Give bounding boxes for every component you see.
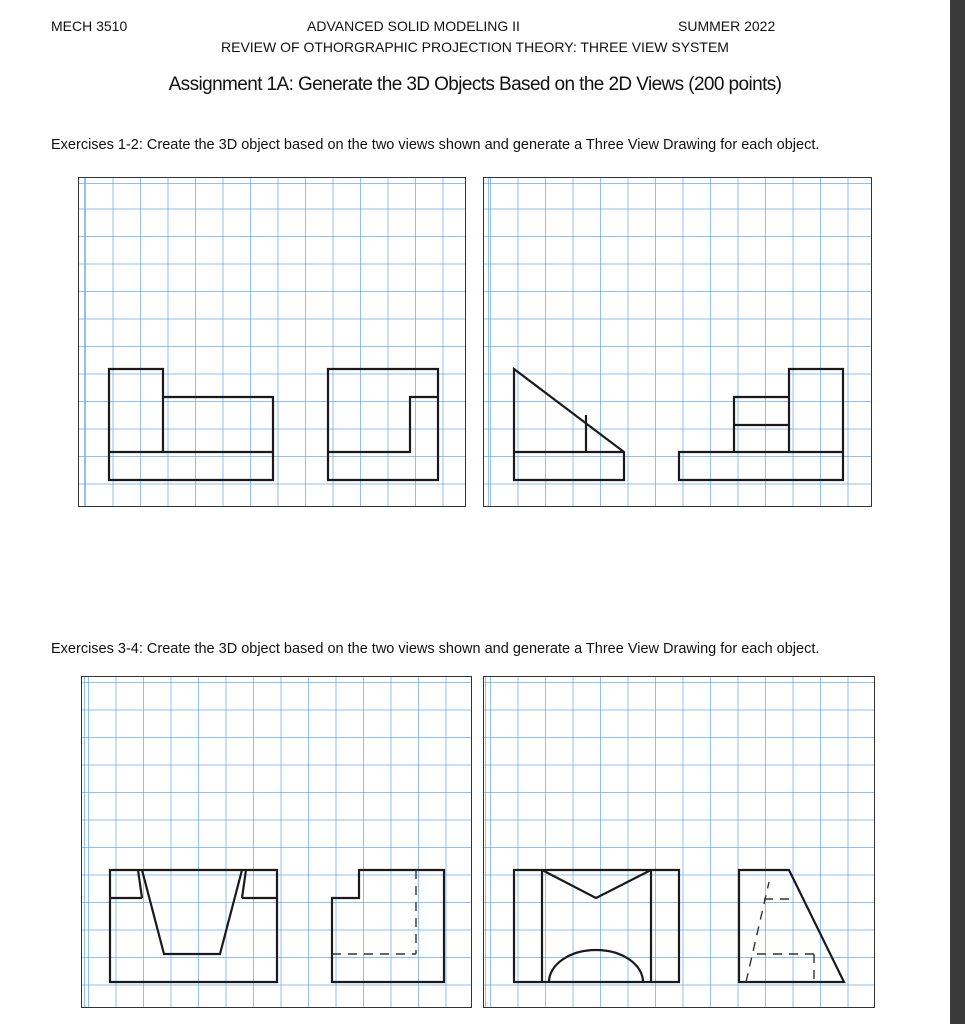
term: SUMMER 2022 — [678, 18, 776, 34]
document-subtitle: REVIEW OF OTHORGRAPHIC PROJECTION THEORY: THREE VIEW SYSTEM — [221, 39, 729, 55]
exercise-1-side-view — [328, 369, 438, 480]
exercises-3-4-instructions: Exercises 3-4: Create the 3D object based on the two views shown and generate a Three View Drawing for each object. — [51, 641, 820, 657]
exercise-1-grid-panel — [78, 177, 466, 507]
exercise-3-hidden-lines — [332, 870, 416, 954]
exercise-2-grid-panel — [483, 177, 872, 507]
exercise-4-drawing — [484, 677, 876, 1009]
exercise-4-front-view — [514, 870, 679, 982]
window-scrollbar[interactable] — [950, 0, 965, 1024]
exercise-3-front-view — [110, 870, 277, 982]
assignment-title: Assignment 1A: Generate the 3D Objects Based on the 2D Views (200 points) — [168, 74, 782, 95]
exercise-2-front-view — [514, 369, 624, 480]
exercise-2-drawing — [484, 178, 873, 508]
exercise-3-grid-panel — [81, 676, 472, 1008]
exercise-1-drawing — [79, 178, 467, 508]
exercise-4-grid-panel — [483, 676, 875, 1008]
exercise-4-side-view — [739, 870, 844, 982]
exercise-3-drawing — [82, 677, 473, 1009]
course-code: MECH 3510 — [51, 18, 128, 34]
exercise-1-front-view — [109, 369, 273, 480]
exercise-4-hidden-lines — [746, 882, 814, 982]
exercise-3-side-view — [332, 870, 444, 982]
course-title: ADVANCED SOLID MODELING II — [307, 18, 520, 34]
exercise-2-side-view — [679, 369, 843, 480]
exercises-1-2-instructions: Exercises 1-2: Create the 3D object based on the two views shown and generate a Three View Drawing for each object. — [51, 137, 820, 153]
